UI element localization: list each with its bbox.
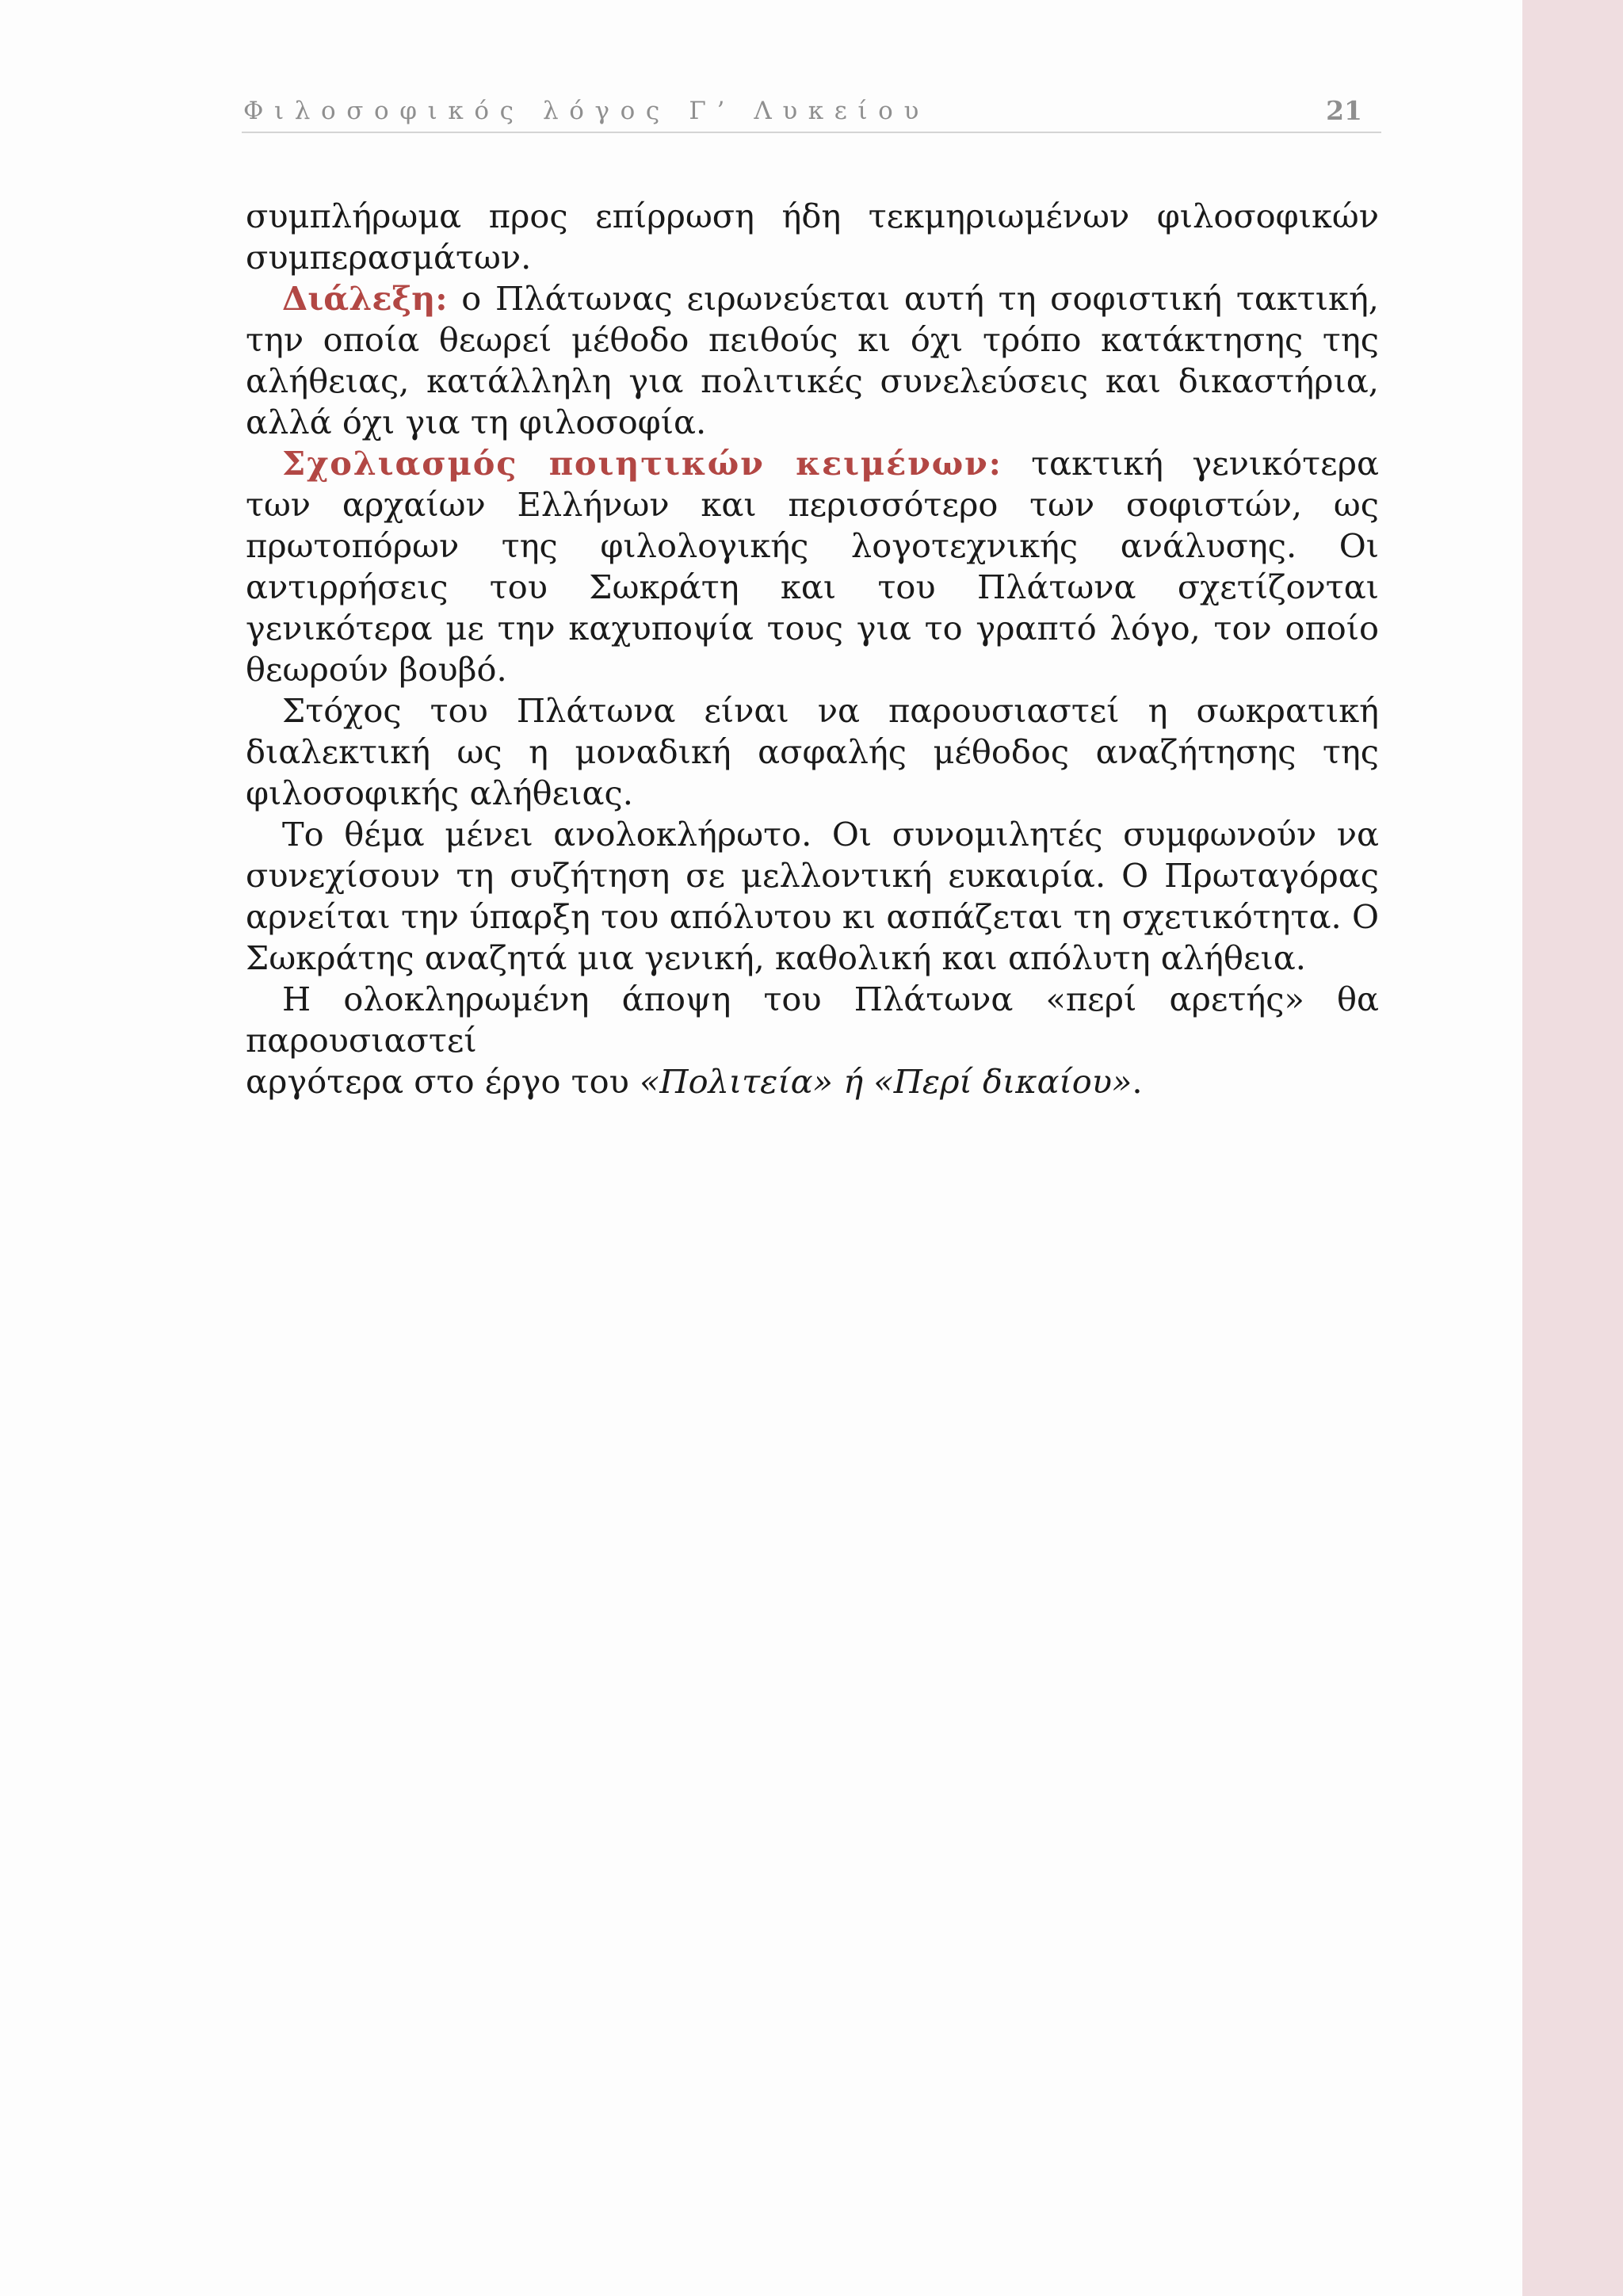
body-text: [246, 196, 1379, 1102]
paragraph-text: συμπλήρωμα προς επίρρωση ήδη τεκμηριωμένων φιλοσοφικών συμπερασμάτων.: [246, 197, 1379, 277]
term-scholiasmos: Σχολιασμός ποιητικών κειμένων:: [282, 444, 1002, 483]
paragraph-text: ο Πλάτωνας ειρωνεύεται αυτή τη σοφιστική τακτική, την οποία θεωρεί μέθοδο πειθούς κι όχι τρόπο κατάκτησης της αλήθειας, κατάλληλη για πολιτικές συνελεύσεις και δικαστήρια, αλλά όχι για τη φιλοσοφία.: [246, 279, 1379, 441]
paragraph-text: Η ολοκληρωμένη άποψη του Πλάτωνα «περί αρετής» θα παρουσιαστεί: [246, 980, 1379, 1060]
paragraph-closing-line1: [246, 979, 1379, 1061]
work-title: «Πολιτεία» ή «Περί δικαίου»: [640, 1062, 1132, 1101]
page-header: [242, 94, 1381, 133]
paragraph-stochos: [246, 690, 1379, 814]
paragraph-scholiasmos: [246, 443, 1379, 690]
running-title: Φιλοσοφικός λόγος Γ’ Λυκείου: [243, 97, 930, 125]
side-band: [1522, 0, 1623, 2296]
paragraph-thema: [246, 814, 1379, 979]
paragraph-text: Το θέμα μένει ανολοκλήρωτο. Οι συνομιλητές συμφωνούν να συνεχίσουν τη συζήτηση σε μελλοντική ευκαιρία. Ο Πρωταγόρας αρνείται την ύπαρξη του απόλυτου κι ασπάζεται τη σχετικότητα. Ο Σωκράτης αναζητά μια γενική, καθολική και απόλυτη αλήθεια.: [246, 815, 1379, 977]
paragraph-text: αργότερα στο έργο του: [246, 1062, 640, 1101]
page-number: 21: [1326, 95, 1362, 126]
term-dialexi: Διάλεξη:: [282, 279, 448, 318]
paragraph-dialexi: [246, 278, 1379, 443]
paragraph-text: τακτική γενικότερα των αρχαίων Ελλήνων και περισσότερο των σοφιστών, ως πρωτοπόρων της φιλολογικής λογοτεχνικής ανάλυσης. Οι αντιρρήσεις του Σωκράτη και του Πλάτωνα σχετίζονται γενικότερα με την καχυποψία τους για το γραπτό λόγο, τον οποίο θεωρούν βουβό.: [246, 444, 1379, 689]
paragraph-continuation: [246, 196, 1379, 278]
paragraph-closing-line2: [246, 1061, 1379, 1102]
paragraph-end: .: [1132, 1062, 1143, 1101]
paragraph-text: Στόχος του Πλάτωνα είναι να παρουσιαστεί η σωκρατική διαλεκτική ως η μοναδική ασφαλής μέθοδος αναζήτησης της φιλοσοφικής αλήθειας.: [246, 691, 1379, 812]
